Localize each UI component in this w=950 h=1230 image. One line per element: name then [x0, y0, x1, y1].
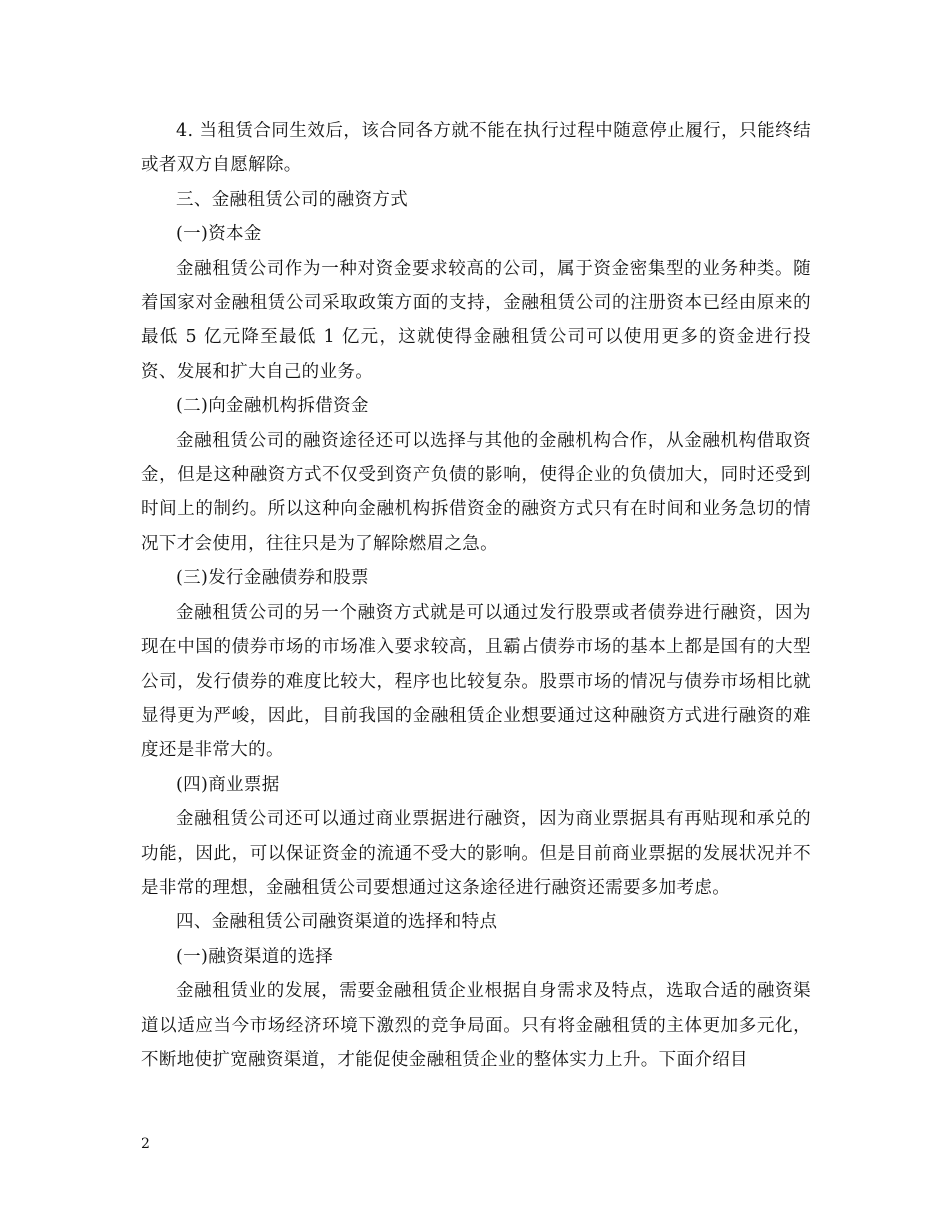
paragraph-bonds-and-stocks: 金融租赁公司的另一个融资方式就是可以通过发行股票或者债券进行融资，因为现在中国的债券市场的市场准入要求较高，且霸占债券市场的基本上都是国有的大型公司，发行债券的难度比较大，程序也比较复杂。股票市场的情况与债券市场相比就显得更为严峻，因此，目前我国的金融租赁企业想要通过这种融资方式进行融资的难度还是非常大的。 — [141, 602, 811, 761]
subheading-commercial-paper: (四)商业票据 — [176, 774, 280, 795]
paragraph-interbank-borrowing: 金融租赁公司的融资途径还可以选择与其他的金融机构合作，从金融机构借取资金，但是这种融资方式不仅受到资产负债的影响，使得企业的负债加大，同时还受到时间上的制约。所以这种向金融机构拆借资金的融资方式只有在时间和业务急切的情况下才会使用，往往只是为了解除燃眉之急。 — [141, 430, 811, 554]
page-number: 2 — [141, 1136, 150, 1152]
paragraph-channel-choice: 金融租赁业的发展，需要金融租赁企业根据自身需求及特点，选取合适的融资渠道以适应当今市场经济环境下激烈的竞争局面。只有将金融租赁的主体更加多元化，不断地使扩宽融资渠道，才能促使金融租赁企业的整体实力上升。下面介绍目 — [141, 981, 811, 1070]
section-heading-financing-methods: 三、金融租赁公司的融资方式 — [176, 189, 409, 210]
subheading-interbank-borrowing: (二)向金融机构拆借资金 — [176, 396, 369, 417]
subheading-bonds-and-stocks: (三)发行金融债券和股票 — [176, 568, 369, 589]
paragraph-commercial-paper: 金融租赁公司还可以通过商业票据进行融资，因为商业票据具有再贴现和承兑的功能，因此，可以保证资金的流通不受大的影响。但是目前商业票据的发展状况并不是非常的理想，金融租赁公司要想通过这条途径进行融资还需要多加考虑。 — [141, 809, 811, 898]
subheading-channel-choice: (一)融资渠道的选择 — [176, 946, 334, 967]
paragraph-lease-contract-effect: 4. 当租赁合同生效后，该合同各方就不能在执行过程中随意停止履行，只能终结或者双方自愿解除。 — [141, 121, 811, 176]
subheading-capital: (一)资本金 — [176, 224, 262, 245]
document-body — [141, 114, 811, 1077]
paragraph-capital: 金融租赁公司作为一种对资金要求较高的公司，属于资金密集型的业务种类。随着国家对金融租赁公司采取政策方面的支持，金融租赁公司的注册资本已经由原来的最低 5 亿元降至最低 1 亿元，这就使得金融租赁公司可以使用更多的资金进行投资、发展和扩大自己的业务。 — [141, 258, 811, 382]
section-heading-channel-selection: 四、金融租赁公司融资渠道的选择和特点 — [176, 912, 498, 933]
